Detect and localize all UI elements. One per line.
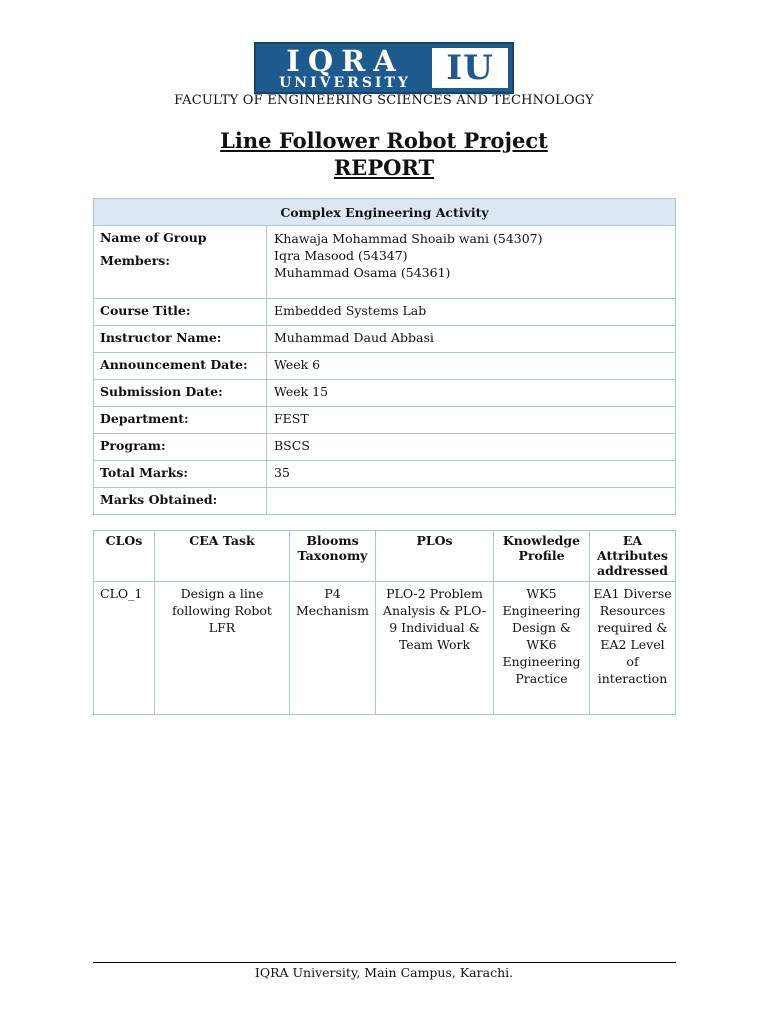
col-header-clos: CLOs: [94, 531, 155, 582]
program-label: Program:: [94, 434, 267, 461]
activity-info-table: [93, 198, 676, 515]
instructor-label: Instructor Name:: [94, 326, 267, 353]
logo-mark-box: [432, 48, 508, 88]
course-title-label: Course Title:: [94, 299, 267, 326]
cell-ea-attributes: EA1 Diverse Resources required & EA2 Level of interaction: [590, 582, 676, 715]
col-header-blooms: Blooms Taxonomy: [290, 531, 376, 582]
instructor-value: Muhammad Daud Abbasi: [267, 326, 676, 353]
logo-text-iqra: IQRA: [286, 44, 404, 78]
submission-date-value: Week 15: [267, 380, 676, 407]
member-name: Iqra Masood (54347): [274, 248, 408, 263]
info-table-header: Complex Engineering Activity: [94, 199, 676, 226]
members-value: [267, 226, 676, 299]
cell-cea-task: Design a line following Robot LFR: [155, 582, 290, 715]
member-name: Muhammad Osama (54361): [274, 265, 451, 280]
logo-text-university: UNIVERSITY: [279, 75, 411, 91]
members-label: [94, 226, 267, 299]
cea-mapping-table: [93, 530, 676, 715]
department-value: FEST: [267, 407, 676, 434]
col-header-cea-task: CEA Task: [155, 531, 290, 582]
cell-knowledge: WK5 Engineering Design & WK6 Engineering Practice: [494, 582, 590, 715]
logo-mark-iu: IU: [446, 48, 494, 88]
submission-date-label: Submission Date:: [94, 380, 267, 407]
faculty-name: FACULTY OF ENGINEERING SCIENCES AND TECHNOLOGY: [174, 93, 594, 108]
footer-text: IQRA University, Main Campus, Karachi.: [254, 965, 514, 980]
cell-blooms: P4 Mechanism: [290, 582, 376, 715]
report-title: Line Follower Robot Project: [220, 128, 548, 153]
member-name: Khawaja Mohammad Shoaib wani (54307): [274, 231, 543, 246]
program-value: BSCS: [267, 434, 676, 461]
footer-divider: [93, 962, 676, 963]
announcement-date-label: Announcement Date:: [94, 353, 267, 380]
marks-obtained-label: Marks Obtained:: [94, 488, 267, 515]
report-subtitle: REPORT: [333, 155, 435, 180]
members-label-line1: Name of Group: [100, 230, 207, 245]
total-marks-label: Total Marks:: [94, 461, 267, 488]
total-marks-value: 35: [267, 461, 676, 488]
col-header-plos: PLOs: [376, 531, 494, 582]
course-title-value: Embedded Systems Lab: [267, 299, 676, 326]
announcement-date-value: Week 6: [267, 353, 676, 380]
cell-clo: CLO_1: [94, 582, 155, 715]
marks-obtained-value: [267, 488, 676, 515]
department-label: Department:: [94, 407, 267, 434]
members-label-line2: Members:: [100, 253, 170, 268]
col-header-ea-attributes: EA Attributes addressed: [590, 531, 676, 582]
col-header-knowledge: Knowledge Profile: [494, 531, 590, 582]
university-logo: [254, 42, 514, 94]
cell-plos: PLO-2 Problem Analysis & PLO-9 Individual & Team Work: [376, 582, 494, 715]
